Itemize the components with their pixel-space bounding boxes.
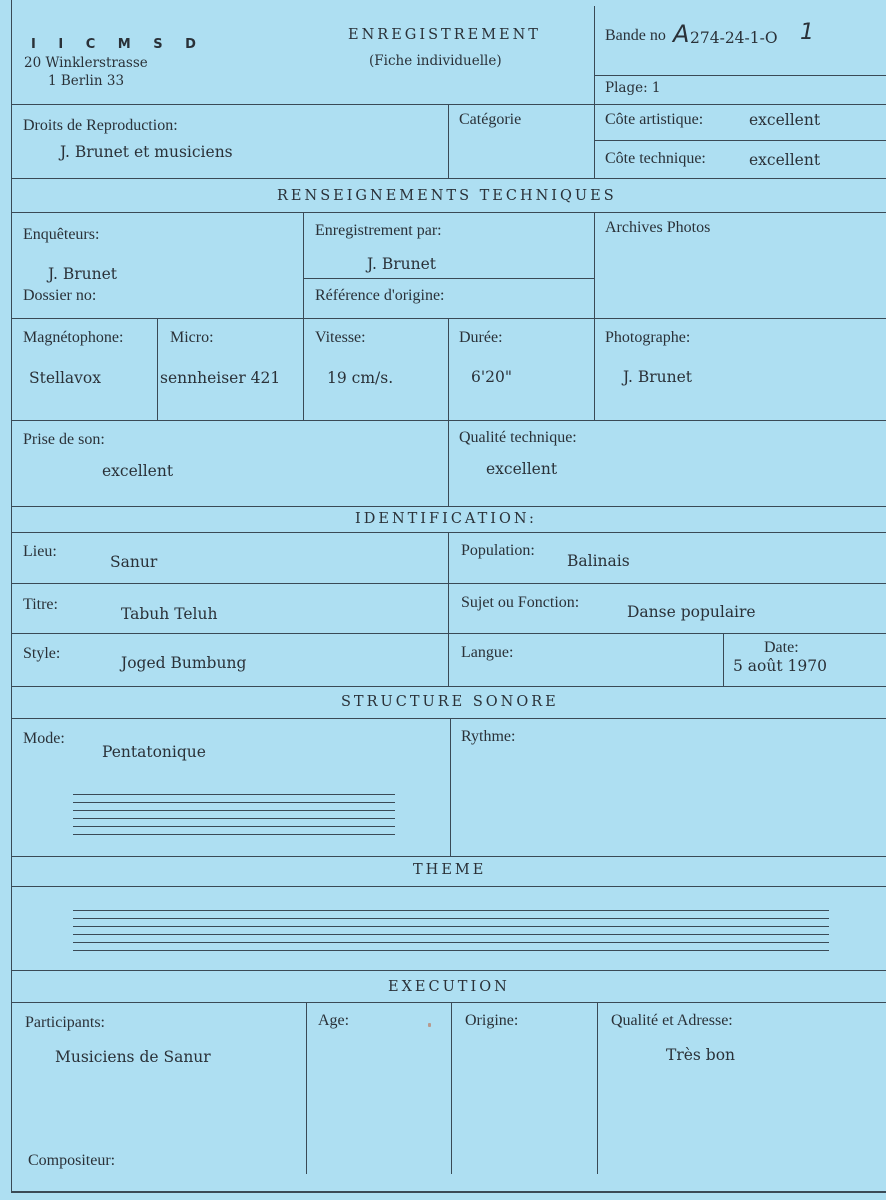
qualite-adresse-label: Qualité et Adresse: bbox=[611, 1012, 733, 1029]
bande-number: 274-24-1-O bbox=[690, 29, 778, 47]
card-border-bottom bbox=[11, 1191, 886, 1193]
bande-suffix: 1 bbox=[800, 20, 814, 45]
style-value: Joged Bumbung bbox=[121, 654, 247, 672]
form-subtitle: (Fiche individuelle) bbox=[369, 53, 502, 69]
participants-label: Participants: bbox=[25, 1014, 105, 1031]
photographe-label: Photographe: bbox=[605, 329, 691, 346]
langue-label: Langue: bbox=[461, 644, 514, 661]
mode-value: Pentatonique bbox=[102, 743, 206, 761]
paper-speck bbox=[428, 1023, 431, 1027]
lieu-label: Lieu: bbox=[23, 543, 57, 560]
date-value: 5 août 1970 bbox=[733, 657, 827, 675]
cote-technique-value: excellent bbox=[749, 151, 821, 169]
org-logo: I I C M S D bbox=[31, 37, 205, 52]
divider bbox=[597, 1002, 598, 1174]
section-title-techniques: RENSEIGNEMENTS TECHNIQUES bbox=[277, 188, 617, 204]
sujet-value: Danse populaire bbox=[627, 603, 756, 621]
photographe-value: J. Brunet bbox=[623, 368, 693, 386]
divider bbox=[594, 140, 886, 141]
sujet-label: Sujet ou Fonction: bbox=[461, 594, 580, 611]
staff-line bbox=[73, 818, 395, 819]
compositeur-label: Compositeur: bbox=[28, 1152, 116, 1169]
droits-label: Droits de Reproduction: bbox=[23, 117, 178, 134]
micro-value: sennheiser 421 bbox=[160, 369, 281, 387]
staff-line bbox=[73, 942, 829, 943]
divider bbox=[448, 318, 449, 420]
origine-label: Origine: bbox=[465, 1012, 519, 1029]
staff-line bbox=[73, 926, 829, 927]
divider bbox=[451, 1002, 452, 1174]
style-label: Style: bbox=[23, 645, 61, 662]
divider bbox=[594, 6, 595, 104]
population-value: Balinais bbox=[567, 552, 630, 570]
section-title-identification: IDENTIFICATION: bbox=[355, 511, 537, 527]
participants-value: Musiciens de Sanur bbox=[55, 1048, 211, 1066]
enqueteurs-value: J. Brunet bbox=[48, 265, 118, 283]
divider bbox=[11, 1002, 886, 1003]
population-label: Population: bbox=[461, 542, 535, 559]
staff-line bbox=[73, 826, 395, 827]
divider bbox=[594, 75, 886, 76]
vitesse-label: Vitesse: bbox=[315, 329, 366, 346]
divider bbox=[11, 506, 886, 507]
divider bbox=[306, 1002, 307, 1174]
prise-value: excellent bbox=[102, 462, 174, 480]
divider bbox=[11, 178, 886, 179]
droits-value: J. Brunet et musiciens bbox=[60, 143, 233, 161]
staff-line bbox=[73, 918, 829, 919]
staff-line bbox=[73, 934, 829, 935]
titre-label: Titre: bbox=[23, 596, 58, 613]
divider bbox=[448, 420, 449, 506]
archives-label: Archives Photos bbox=[605, 219, 711, 236]
qualite-technique-value: excellent bbox=[486, 460, 558, 478]
divider bbox=[157, 318, 158, 420]
staff-line bbox=[73, 794, 395, 795]
divider bbox=[448, 532, 449, 686]
titre-value: Tabuh Teluh bbox=[121, 605, 218, 623]
categorie-label: Catégorie bbox=[459, 111, 522, 128]
cote-technique-label: Côte technique: bbox=[605, 150, 706, 167]
date-label: Date: bbox=[764, 639, 799, 656]
cote-artistique-value: excellent bbox=[749, 111, 821, 129]
plage: Plage: 1 bbox=[605, 80, 661, 96]
divider bbox=[723, 633, 724, 686]
staff-line bbox=[73, 802, 395, 803]
mode-label: Mode: bbox=[23, 730, 65, 747]
micro-label: Micro: bbox=[170, 329, 214, 346]
vitesse-value: 19 cm/s. bbox=[327, 369, 394, 387]
bande-label: Bande no bbox=[605, 27, 666, 44]
divider bbox=[594, 212, 595, 420]
divider bbox=[303, 278, 594, 279]
cote-artistique-label: Côte artistique: bbox=[605, 111, 704, 128]
duree-value: 6'20" bbox=[471, 368, 512, 386]
prise-label: Prise de son: bbox=[23, 431, 105, 448]
section-title-structure: STRUCTURE SONORE bbox=[341, 694, 559, 710]
dossier-label: Dossier no: bbox=[23, 287, 97, 304]
divider bbox=[11, 886, 886, 887]
divider bbox=[448, 104, 449, 178]
staff-line bbox=[73, 950, 829, 951]
lieu-value: Sanur bbox=[110, 553, 158, 571]
divider bbox=[11, 583, 886, 584]
age-label: Age: bbox=[318, 1012, 350, 1029]
divider bbox=[11, 718, 886, 719]
section-title-theme: THEME bbox=[413, 862, 487, 878]
staff-line bbox=[73, 810, 395, 811]
divider bbox=[450, 718, 451, 856]
section-title-execution: EXECUTION bbox=[388, 979, 510, 995]
staff-line bbox=[73, 910, 829, 911]
address-line-2: 1 Berlin 33 bbox=[48, 73, 125, 89]
divider bbox=[11, 856, 886, 857]
magnetophone-label: Magnétophone: bbox=[23, 329, 124, 346]
divider bbox=[303, 212, 304, 420]
staff-line bbox=[73, 834, 395, 835]
divider bbox=[11, 633, 886, 634]
qualite-technique-label: Qualité technique: bbox=[459, 429, 577, 446]
rythme-label: Rythme: bbox=[461, 728, 516, 745]
divider bbox=[11, 686, 886, 687]
divider bbox=[11, 212, 886, 213]
enqueteurs-label: Enquêteurs: bbox=[23, 226, 100, 243]
magnetophone-value: Stellavox bbox=[29, 369, 102, 387]
qualite-adresse-value: Très bon bbox=[666, 1046, 736, 1064]
form-title: ENREGISTREMENT bbox=[348, 27, 541, 43]
divider bbox=[594, 104, 595, 178]
reference-label: Référence d'origine: bbox=[315, 287, 445, 304]
duree-label: Durée: bbox=[459, 329, 503, 346]
enregistrement-par-label: Enregistrement par: bbox=[315, 222, 442, 239]
address-line-1: 20 Winklerstrasse bbox=[24, 55, 148, 71]
divider bbox=[11, 970, 886, 971]
enregistrement-par-value: J. Brunet bbox=[367, 255, 437, 273]
bande-letter: A bbox=[673, 20, 690, 48]
